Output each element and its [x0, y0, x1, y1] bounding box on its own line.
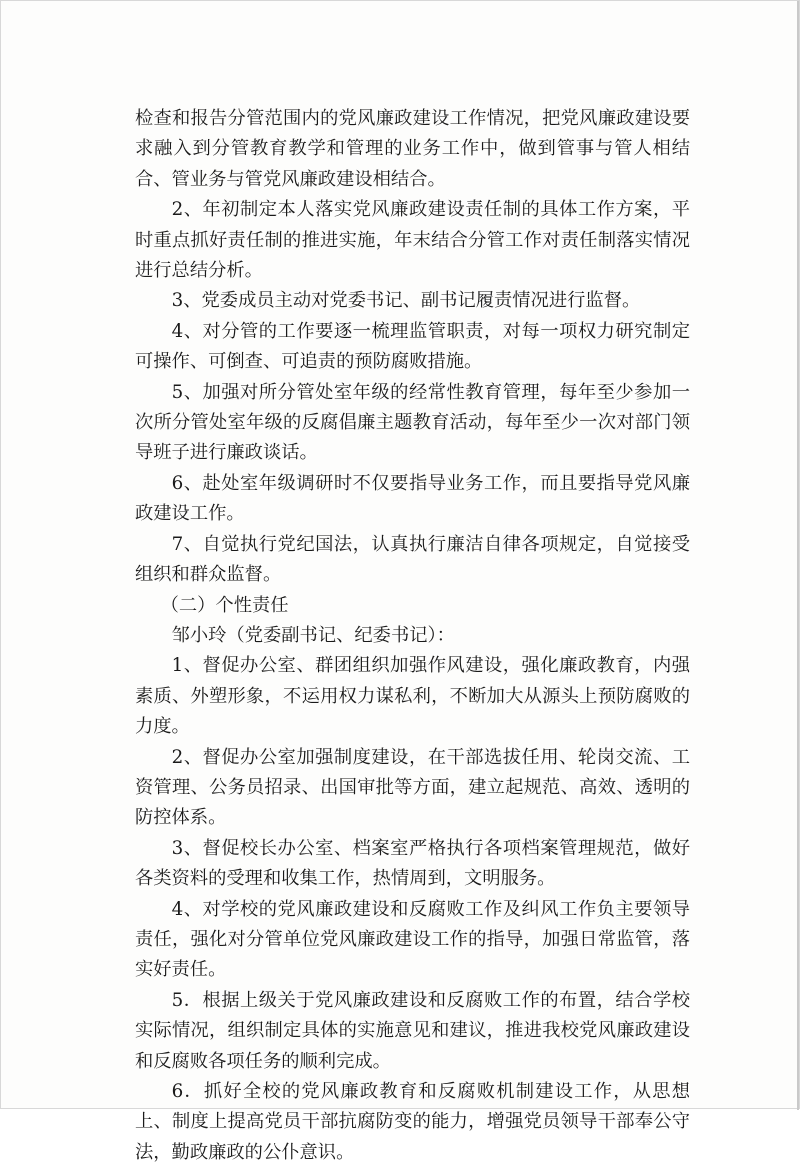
duty-item-5: 5．根据上级关于党风廉政建设和反腐败工作的布置，结合学校实际情况，组织制定具体的实施意见和建议，推进我校党风廉政建设和反腐败各项任务的顺利完成。	[135, 989, 690, 1072]
document-body	[135, 104, 690, 1168]
paragraph-item-4: 4、对分管的工作要逐一梳理监管职责，对每一项权力研究制定可操作、可倒查、可追责的预防腐败措施。	[135, 320, 690, 373]
paragraph-item-3: 3、党委成员主动对党委书记、副书记履责情况进行监督。	[171, 290, 641, 312]
person-title: 邹小玲（党委副书记、纪委书记）：	[171, 624, 455, 646]
paragraph-item-2: 2、年初制定本人落实党风廉政建设责任制的具体工作方案，平时重点抓好责任制的推进实施，年末结合分管工作对责任制落实情况进行总结分析。	[135, 199, 690, 282]
duty-item-2: 2、督促办公室加强制度建设，在干部选拔任用、轮岗交流、工资管理、公务员招录、出国审批等方面，建立起规范、高效、透明的防控体系。	[135, 746, 690, 829]
paragraph-item-6: 6、赴处室年级调研时不仅要指导业务工作，而且要指导党风廉政建设工作。	[135, 472, 690, 525]
paragraph-item-7: 7、自觉执行党纪国法，认真执行廉洁自律各项规定，自觉接受组织和群众监督。	[135, 533, 690, 586]
duty-item-3: 3、督促校长办公室、档案室严格执行各项档案管理规范，做好各类资料的受理和收集工作，热情周到，文明服务。	[135, 837, 690, 890]
paragraph-item-5: 5、加强对所分管处室年级的经常性教育管理，每年至少参加一次所分管处室年级的反腐倡廉主题教育活动，每年至少一次对部门领导班子进行廉政谈话。	[135, 381, 690, 464]
paragraph-continuation: 检查和报告分管范围内的党风廉政建设工作情况，把党风廉政建设要求融入到分管教育教学和管理的业务工作中，做到管事与管人相结合、管业务与管党风廉政建设相结合。	[135, 108, 690, 190]
duty-item-4: 4、对学校的党风廉政建设和反腐败工作及纠风工作负主要领导责任，强化对分管单位党风廉政建设工作的指导，加强日常监管，落实好责任。	[135, 898, 690, 981]
scan-edge	[797, 1, 799, 1110]
section-heading: （二）个性责任	[160, 594, 289, 616]
duty-item-1: 1、督促办公室、群团组织加强作风建设，强化廉政教育，内强素质、外塑形象，不运用权力谋私利，不断加大从源头上预防腐败的力度。	[135, 655, 690, 738]
duty-item-6: 6．抓好全校的党风廉政教育和反腐败机制建设工作，从思想上、制度上提高党员干部抗腐防变的能力，增强党员领导干部奉公守法，勤政廉政的公仆意识。	[135, 1081, 690, 1163]
